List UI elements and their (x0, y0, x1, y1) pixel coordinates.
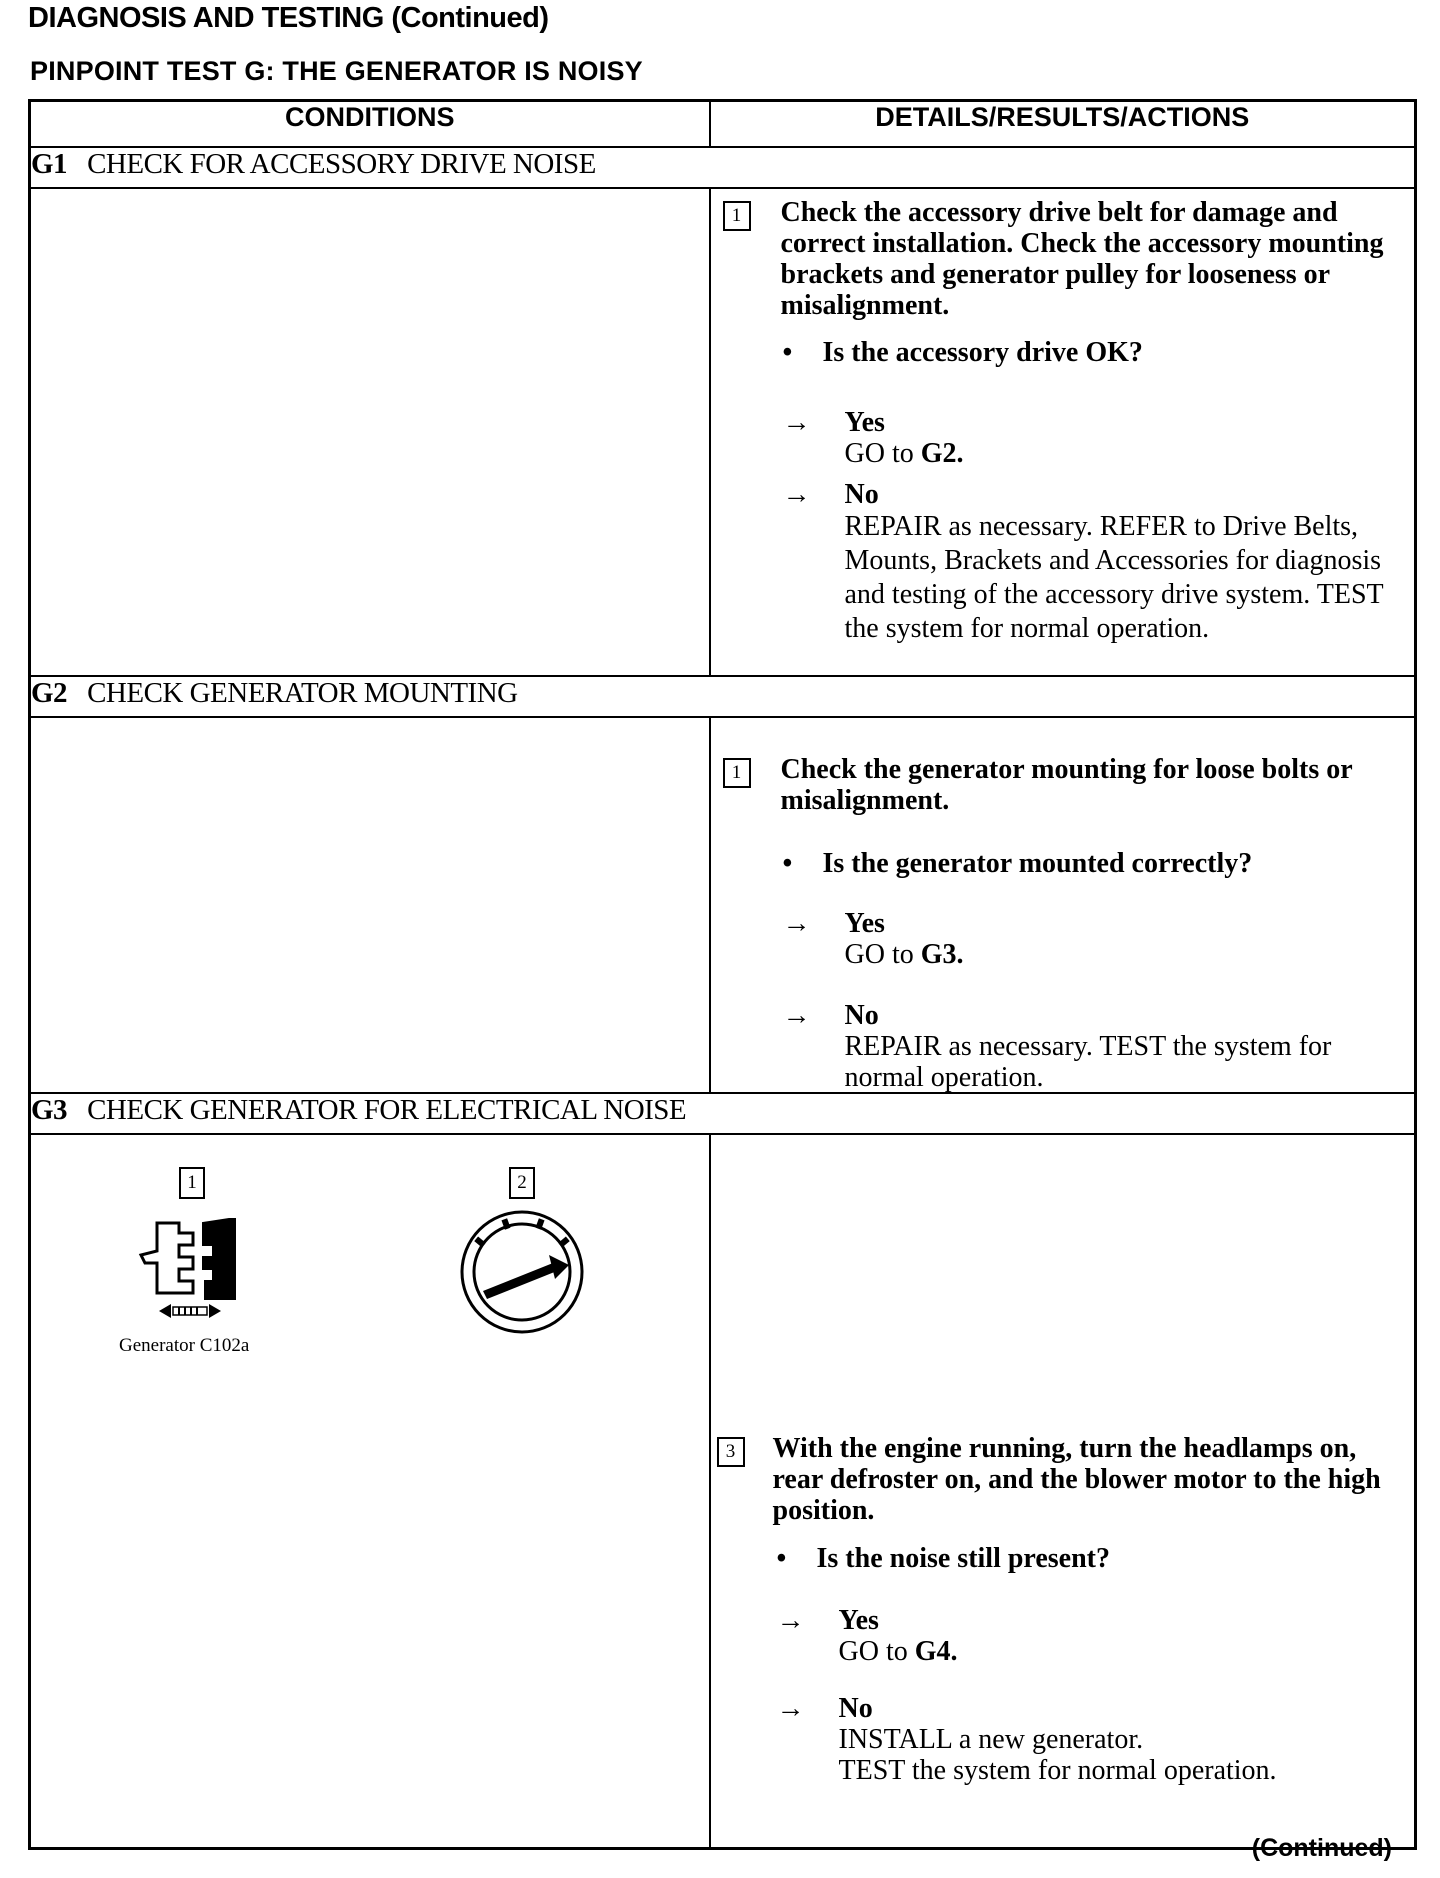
details-cell-g3 (710, 1134, 1416, 1849)
answer-no-g2 (783, 1000, 1385, 1093)
section-name-g2: CHECK GENERATOR MOUNTING (87, 677, 518, 709)
bullet-icon: • (782, 337, 793, 368)
yes-action: GO to G4. (838, 1636, 958, 1667)
arrow-icon: → (776, 1693, 805, 1724)
section-name-g3: CHECK GENERATOR FOR ELECTRICAL NOISE (87, 1094, 687, 1126)
yes-label: Yes (844, 407, 885, 438)
arrow-icon: → (782, 1000, 811, 1031)
step-g3-3 (717, 1433, 1395, 1526)
arrow-icon: → (782, 407, 811, 438)
page-title: DIAGNOSIS AND TESTING (Continued) (28, 2, 549, 34)
figure-ignition-switch (457, 1167, 587, 1347)
question-g1 (783, 337, 1143, 369)
yes-action: GO to G2. (844, 438, 964, 469)
answer-yes-g3 (777, 1605, 958, 1667)
question-g2 (783, 848, 1253, 880)
conditions-cell-g2 (30, 717, 710, 1093)
section-id-g2: G2 (31, 677, 68, 709)
step-text: Check the accessory drive belt for damage and correct installation. Check the accessory mounting brackets and generator pulley for looseness or misalignment. (780, 197, 1384, 321)
details-cell-g1 (710, 188, 1416, 676)
details-cell-g2 (710, 717, 1416, 1093)
section-header-g1 (30, 147, 1416, 188)
section-title-g2 (30, 676, 1416, 717)
no-action-line-1: INSTALL a new generator. (838, 1724, 1144, 1755)
figure-connector (119, 1167, 267, 1357)
question-text: Is the accessory drive OK? (822, 337, 1143, 368)
conditions-cell-g1 (30, 188, 710, 676)
continued-label: (Continued) (1251, 1834, 1392, 1862)
question-g3 (777, 1543, 1111, 1575)
conditions-cell-g3 (30, 1134, 710, 1849)
figure-number-2: 2 (509, 1167, 535, 1199)
no-action: REPAIR as necessary. REFER to Drive Belts, Mounts, Brackets and Accessories for diagnosis and testing of the accessory drive system. TEST the system for normal operation. (844, 511, 1384, 644)
section-body-g1 (30, 188, 1416, 676)
section-title-g3 (30, 1093, 1416, 1134)
section-body-g2 (30, 717, 1416, 1093)
no-label: No (844, 479, 879, 510)
section-name-g1: CHECK FOR ACCESSORY DRIVE NOISE (87, 148, 596, 180)
bullet-icon: • (776, 1543, 787, 1574)
section-id-g1: G1 (31, 148, 68, 180)
no-label: No (844, 1000, 879, 1031)
step-text: With the engine running, turn the headlamps on, rear defroster on, and the blower motor to the high position. (772, 1433, 1381, 1526)
bullet-icon: • (782, 848, 793, 879)
arrow-icon: → (782, 479, 811, 510)
step-number-box: 3 (717, 1437, 745, 1467)
yes-action: GO to G3. (844, 939, 964, 970)
step-number-box: 1 (723, 201, 751, 231)
section-header-g3 (30, 1093, 1416, 1134)
answer-yes-g1 (783, 407, 964, 469)
arrow-icon: → (782, 908, 811, 939)
pinpoint-test-table (28, 99, 1417, 1850)
figure-number-1: 1 (179, 1167, 205, 1199)
yes-label: Yes (844, 908, 885, 939)
step-g1-1 (723, 197, 1415, 321)
yes-label: Yes (838, 1605, 879, 1636)
step-number-box: 1 (723, 758, 751, 788)
section-body-g3 (30, 1134, 1416, 1849)
answer-yes-g2 (783, 908, 964, 970)
step-text: Check the generator mounting for loose bolts or misalignment. (780, 754, 1353, 816)
step-g2-1 (723, 754, 1405, 816)
figure-caption-1: Generator C102a (119, 1335, 250, 1356)
answer-no-g3 (777, 1693, 1277, 1786)
question-text: Is the generator mounted correctly? (822, 848, 1253, 879)
no-label: No (838, 1693, 873, 1724)
no-action: REPAIR as necessary. TEST the system for normal operation. (844, 1031, 1332, 1093)
ignition-switch-icon (457, 1207, 587, 1337)
arrow-icon: → (776, 1605, 805, 1636)
details-column-header: DETAILS/RESULTS/ACTIONS (710, 101, 1416, 148)
section-header-g2 (30, 676, 1416, 717)
pinpoint-test-title: PINPOINT TEST G: THE GENERATOR IS NOISY (30, 56, 643, 86)
conditions-column-header: CONDITIONS (30, 101, 710, 148)
section-id-g3: G3 (31, 1094, 68, 1126)
connector-icon (127, 1211, 267, 1321)
section-title-g1 (30, 147, 1416, 188)
no-action-line-2: TEST the system for normal operation. (838, 1755, 1277, 1786)
question-text: Is the noise still present? (816, 1543, 1110, 1574)
answer-no-g1 (783, 479, 1409, 646)
column-header-row (30, 101, 1416, 148)
